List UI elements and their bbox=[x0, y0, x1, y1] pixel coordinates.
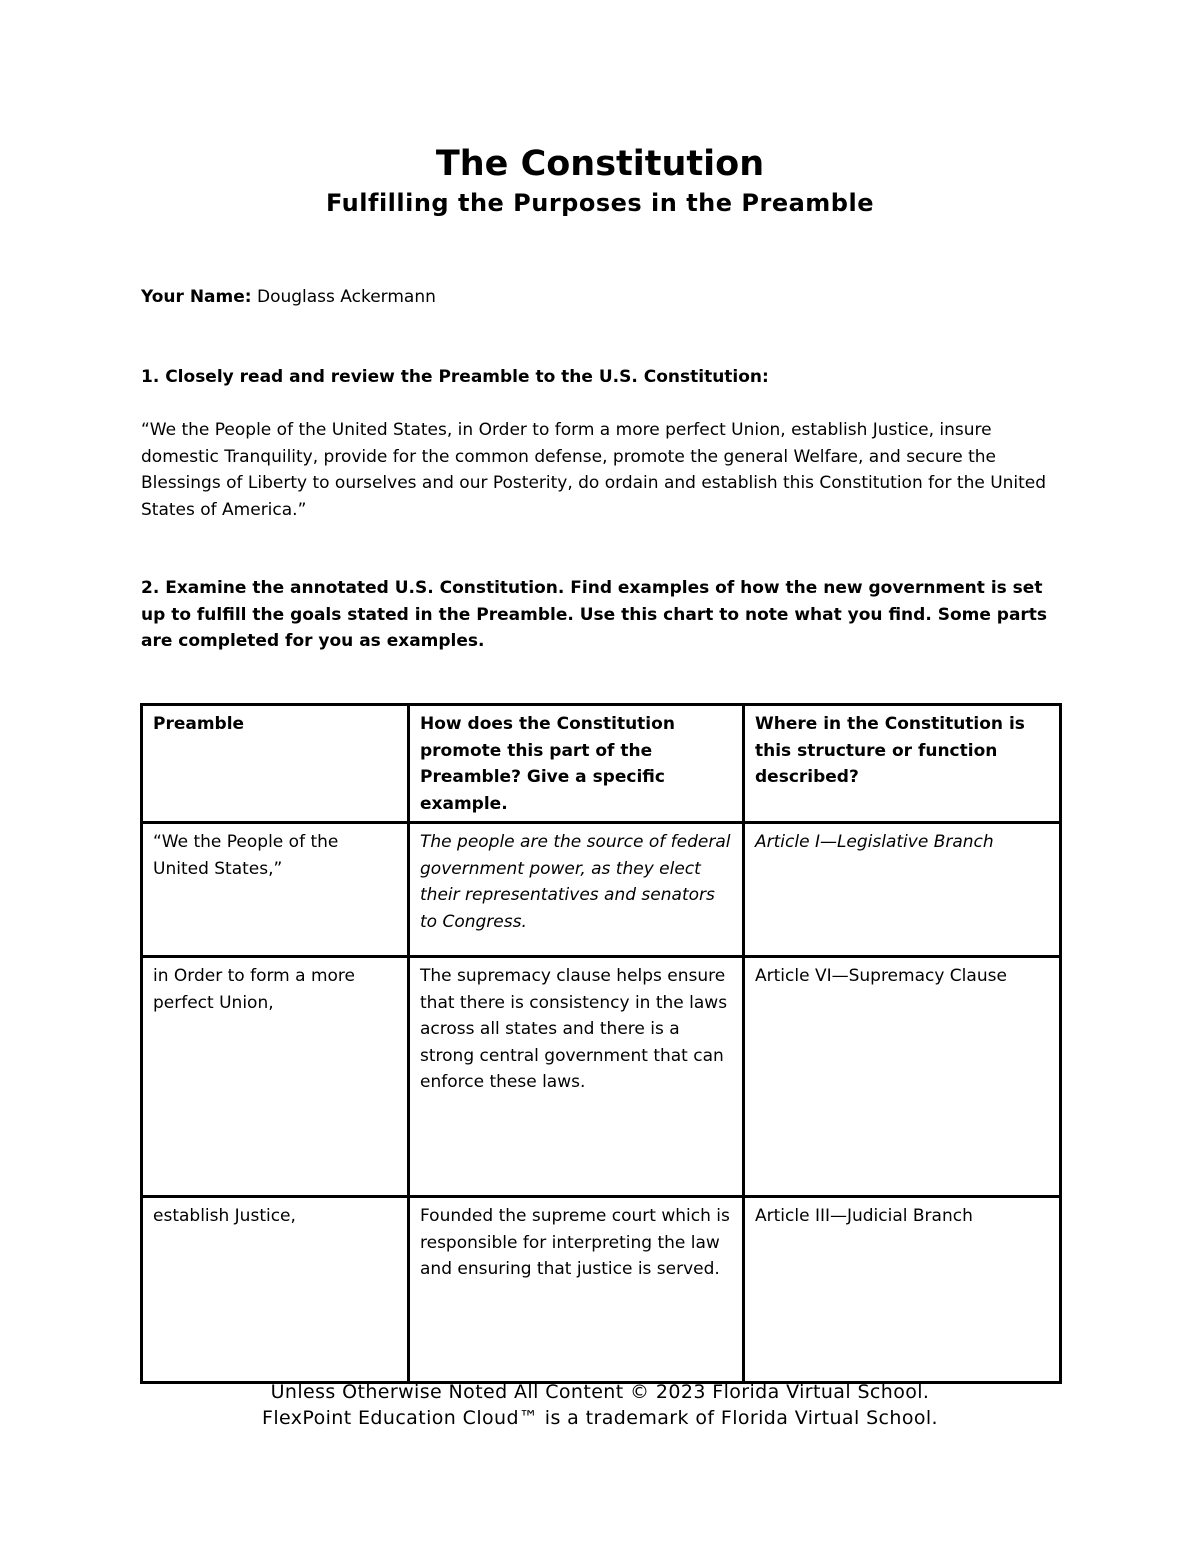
cell-preamble: “We the People of the United States,” bbox=[142, 823, 409, 957]
preamble-chart bbox=[140, 703, 1062, 1384]
cell-how: The supremacy clause helps ensure that there is consistency in the laws across all states and there is a strong central government that can enforce these laws. bbox=[409, 957, 744, 1197]
cell-where: Article I—Legislative Branch bbox=[744, 823, 1061, 957]
footer-trademark: FlexPoint Education Cloud™ is a trademark of Florida Virtual School. bbox=[262, 1407, 938, 1429]
cell-where: Article III—Judicial Branch bbox=[744, 1197, 1061, 1383]
cell-how: Founded the supreme court which is responsible for interpreting the law and ensuring that justice is served. bbox=[409, 1197, 744, 1383]
header-how: How does the Constitution promote this part of the Preamble? Give a specific example. bbox=[409, 705, 744, 823]
header-where: Where in the Constitution is this structure or function described? bbox=[744, 705, 1061, 823]
question-1: 1. Closely read and review the Preamble to the U.S. Constitution: bbox=[141, 367, 769, 387]
name-line bbox=[141, 284, 1061, 311]
footer-copyright: Unless Otherwise Noted All Content © 2023 Florida Virtual School. bbox=[270, 1381, 930, 1403]
table-row bbox=[142, 1197, 1061, 1383]
name-value: Douglass Ackermann bbox=[256, 287, 436, 307]
preamble-quote: “We the People of the United States, in Order to form a more perfect Union, establish Justice, insure domestic Tranquility, provide for the common defense, promote the general Welfare, and secure the Blessings of Liberty to ourselves and our Posterity, do ordain and establish this Constitution for the United States of America.” bbox=[141, 420, 1047, 520]
name-label: Your Name: bbox=[141, 287, 252, 307]
page-title: The Constitution bbox=[435, 144, 765, 184]
cell-preamble: in Order to form a more perfect Union, bbox=[142, 957, 409, 1197]
question-2: 2. Examine the annotated U.S. Constitution. Find examples of how the new government is set up to fulfill the goals stated in the Preamble. Use this chart to note what you find. Some parts are completed for you as examples. bbox=[141, 578, 1048, 651]
table-row bbox=[142, 823, 1061, 957]
table-header-row bbox=[142, 705, 1061, 823]
cell-how: The people are the source of federal government power, as they elect their representatives and senators to Congress. bbox=[409, 823, 744, 957]
header-preamble: Preamble bbox=[142, 705, 409, 823]
table-row bbox=[142, 957, 1061, 1197]
page-subtitle: Fulfilling the Purposes in the Preamble bbox=[325, 189, 874, 217]
cell-preamble: establish Justice, bbox=[142, 1197, 409, 1383]
cell-where: Article VI—Supremacy Clause bbox=[744, 957, 1061, 1197]
